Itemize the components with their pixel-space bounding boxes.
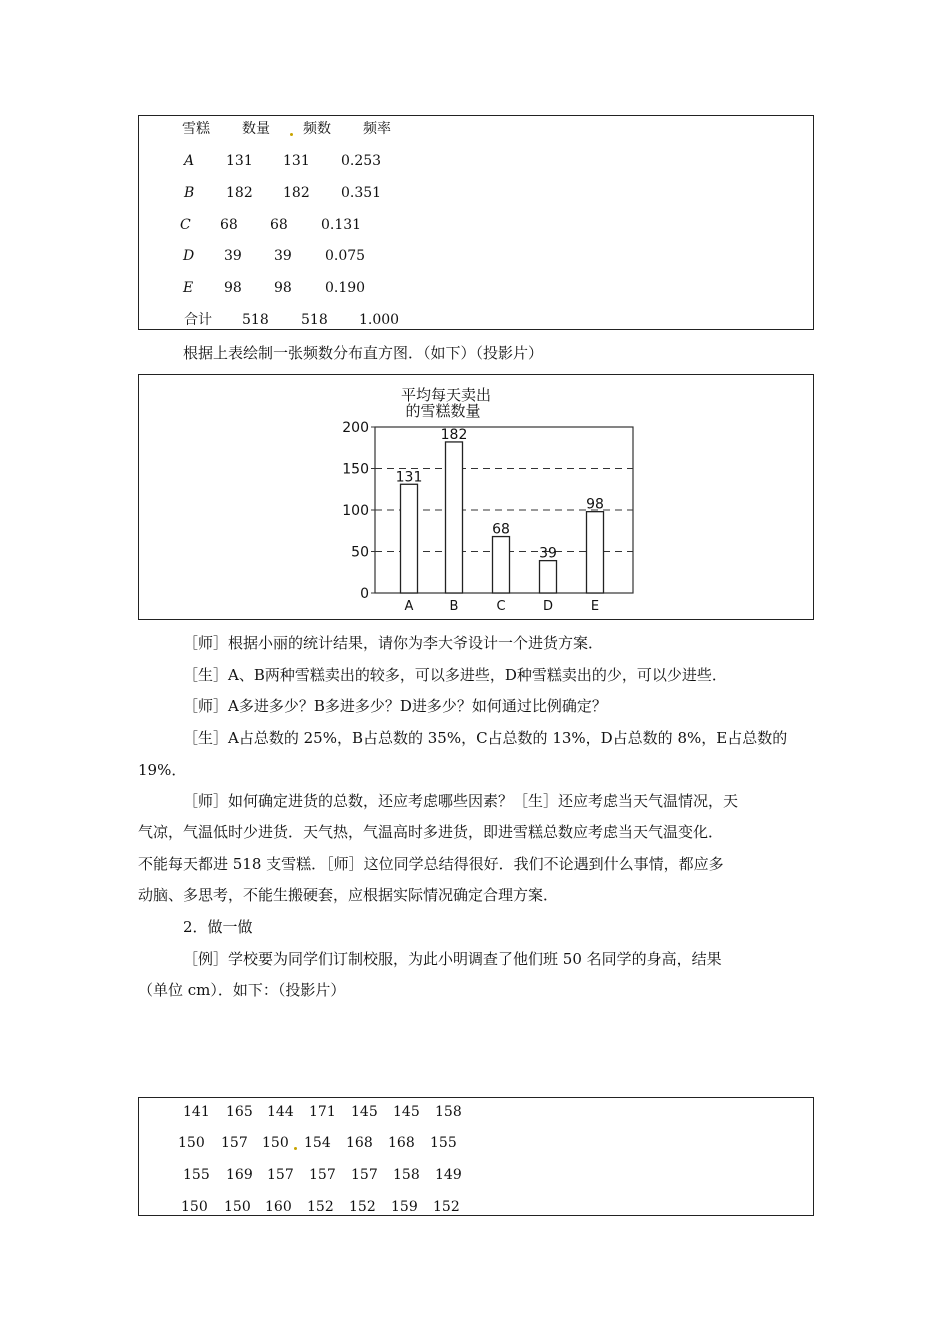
chart-caption: 根据上表绘制一张频数分布直方图．（如下）（投影片）: [183, 344, 544, 362]
table-cell: 1.000: [359, 312, 400, 328]
table-cell: 0.253: [341, 153, 382, 169]
data-label-D: 39: [539, 545, 557, 562]
table-cell: 合计: [184, 312, 212, 328]
height-value: 168: [346, 1135, 373, 1151]
height-value: 155: [430, 1135, 457, 1151]
height-value: 158: [393, 1167, 420, 1183]
bar-B: [446, 442, 463, 593]
y-tick-label: 200: [342, 420, 369, 436]
height-value: 149: [435, 1167, 462, 1183]
dialogue-student-2: ［生］A占总数的 25%，B占总数的 35%，C占总数的 13%，D占总数的 8%，E占总数的: [183, 729, 788, 747]
table-header-icecream: 雪糕: [182, 121, 210, 137]
table-cell: 98: [274, 280, 292, 296]
x-tick-label-D: D: [542, 599, 554, 614]
table-cell: C: [180, 217, 191, 233]
height-value: 145: [351, 1104, 378, 1120]
height-value: 152: [307, 1199, 334, 1215]
height-value: 169: [226, 1167, 253, 1183]
y-tick-label: 50: [351, 544, 369, 561]
table-cell: 518: [301, 312, 328, 328]
data-label-C: 68: [492, 521, 510, 538]
table-cell: 131: [283, 153, 310, 169]
example-intro: ［例］学校要为同学们订制校服，为此小明调查了他们班 50 名同学的身高，结果: [183, 950, 722, 968]
chart-box: [138, 374, 814, 620]
height-value: 157: [221, 1135, 248, 1151]
table-cell: 68: [220, 217, 238, 233]
dialogue-teacher-1: ［师］根据小丽的统计结果，请你为李大爷设计一个进货方案．: [183, 634, 604, 652]
dialogue-teacher-2: ［师］A多进多少？B多进多少？D进多少？如何通过比例确定？: [183, 697, 607, 715]
height-value: 157: [351, 1167, 378, 1183]
table-header-frequency-count: 频数: [303, 121, 331, 137]
paragraph-line: 气凉，气温低时少进货．天气热，气温高时多进货，即进雪糕总数应考虑当天气温变化．: [138, 823, 724, 841]
bar-C: [493, 537, 510, 593]
data-label-E: 98: [586, 496, 604, 513]
table-cell: 0.075: [325, 248, 366, 264]
height-value: 154: [304, 1135, 331, 1151]
height-value: 150: [262, 1135, 289, 1151]
height-value: 159: [391, 1199, 418, 1215]
height-value: 168: [388, 1135, 415, 1151]
height-value: 141: [183, 1104, 210, 1120]
table-header-frequency-rate: 频率: [363, 121, 391, 137]
height-value: 144: [267, 1104, 294, 1120]
table-cell: A: [184, 153, 195, 169]
height-value: 171: [309, 1104, 336, 1120]
table-cell: 131: [226, 153, 253, 169]
data-label-B: 182: [440, 426, 468, 443]
chart-title-line-1: 平均每天卖出: [400, 386, 492, 404]
table-cell: 0.131: [321, 217, 362, 233]
paragraph-line: 动脑、多思考，不能生搬硬套，应根据实际情况确定合理方案．: [138, 886, 559, 904]
dialogue-student-1: ［生］A、B两种雪糕卖出的较多，可以多进些，D种雪糕卖出的少，可以少进些．: [183, 666, 727, 684]
paragraph-line: 不能每天都进 518 支雪糕．［师］这位同学总结得很好．我们不论遇到什么事情，都应多: [138, 855, 724, 873]
example-intro-cont: （单位 cm）．如下：（投影片）: [138, 981, 346, 999]
dialogue-teacher-3: ［师］如何确定进货的总数，还应考虑哪些因素？［生］还应考虑当天气温情况，天: [183, 792, 739, 810]
bar-D: [540, 561, 557, 593]
bar-chart: [139, 375, 813, 619]
x-tick-label-B: B: [449, 599, 459, 614]
chart-title-line-2: 的雪糕数量: [405, 402, 481, 420]
height-value: 165: [226, 1104, 253, 1120]
frequency-table-box: [138, 115, 814, 330]
height-value: 152: [433, 1199, 460, 1215]
bar-E: [587, 512, 604, 593]
table-cell: 0.190: [325, 280, 366, 296]
table-cell: 98: [224, 280, 242, 296]
height-value: 150: [224, 1199, 251, 1215]
table-cell: 182: [283, 185, 310, 201]
height-value: 157: [309, 1167, 336, 1183]
data-label-A: 131: [395, 469, 423, 486]
stray-mark: [294, 1147, 297, 1150]
height-value: 150: [178, 1135, 205, 1151]
height-data-table-box: [138, 1097, 814, 1216]
x-tick-label-A: A: [404, 599, 414, 614]
y-tick-label: 0: [360, 586, 369, 602]
stray-mark: [290, 133, 293, 136]
height-value: 145: [393, 1104, 420, 1120]
x-tick-label-C: C: [496, 599, 506, 614]
dialogue-student-2-cont: 19%．: [138, 761, 187, 779]
height-value: 157: [267, 1167, 294, 1183]
table-cell: D: [183, 248, 195, 264]
height-value: 158: [435, 1104, 462, 1120]
section-heading: 2．做一做: [183, 918, 253, 936]
table-cell: 68: [270, 217, 288, 233]
table-cell: 39: [224, 248, 242, 264]
height-value: 160: [265, 1199, 292, 1215]
y-tick-label: 100: [342, 503, 369, 519]
table-cell: B: [184, 185, 195, 201]
x-tick-label-E: E: [590, 599, 600, 614]
table-header-quantity: 数量: [242, 121, 270, 137]
height-value: 152: [349, 1199, 376, 1215]
y-tick-label: 150: [342, 461, 369, 478]
height-value: 155: [183, 1167, 210, 1183]
table-cell: 518: [242, 312, 269, 328]
height-value: 150: [181, 1199, 208, 1215]
bar-A: [401, 484, 418, 593]
table-cell: 182: [226, 185, 253, 201]
table-cell: E: [183, 280, 194, 296]
table-cell: 39: [274, 248, 292, 264]
table-cell: 0.351: [341, 185, 382, 201]
